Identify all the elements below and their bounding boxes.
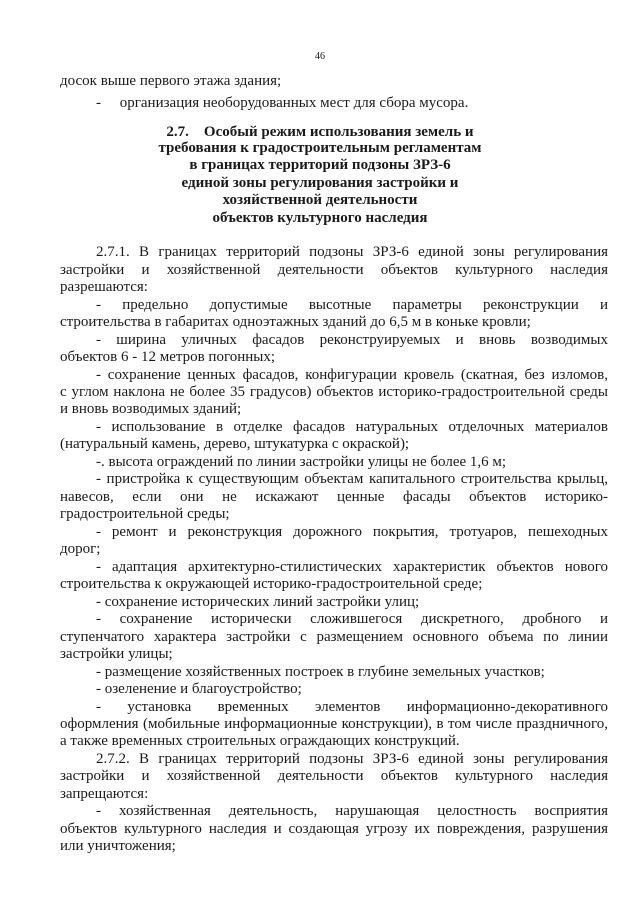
list-item: оформления (мобильные информационные конструкции), в том числе праздничного, <box>60 716 608 732</box>
section-heading: в границах территорий подзоны ЗРЗ-6 <box>189 157 451 173</box>
list-item: - размещение хозяйственных построек в глубине земельных участков; <box>96 664 545 680</box>
list-item: - организация необорудованных мест для сбора мусора. <box>96 95 469 111</box>
list-item: - ширина уличных фасадов реконструируемых и вновь возводимых <box>96 332 608 348</box>
list-item: а также временных строительных ограждающих конструкций. <box>60 733 460 749</box>
list-item: и вновь возводимых зданий; <box>60 401 242 417</box>
section-heading: требования к градостроительным регламентам <box>158 140 482 156</box>
list-item: навесов, если они не искажают ценные фасады объектов историко- <box>60 489 608 505</box>
page-number: 46 <box>315 51 325 62</box>
list-item: -. высота ограждений по линии застройки улицы не более 1,6 м; <box>96 454 507 470</box>
list-item: дорог; <box>60 541 101 557</box>
list-item: с углом наклона не более 35 градусов) объектов историко-градостроительной среды <box>60 384 608 400</box>
paragraph-line: запрещаются: <box>60 786 149 802</box>
list-item: строительства к окружающей историко-градостроительной среде; <box>60 576 483 592</box>
paragraph-line: разрешаются: <box>60 279 148 295</box>
section-heading: единой зоны регулирования застройки и <box>181 175 459 191</box>
list-item: - ремонт и реконструкция дорожного покрытия, тротуаров, пешеходных <box>96 524 608 540</box>
list-item: - адаптация архитектурно-стилистических характеристик объектов нового <box>96 559 608 575</box>
list-item: градостроительной среды; <box>60 506 230 522</box>
list-item: строительства в габаритах одноэтажных зданий до 6,5 м в коньке кровли; <box>60 314 531 330</box>
paragraph-line: 2.7.2. В границах территорий подзоны ЗРЗ-6 единой зоны регулирования <box>96 751 608 767</box>
list-item: - пристройка к существующим объектам капитального строительства крыльц, <box>96 471 608 487</box>
list-item: - использование в отделке фасадов натуральных отделочных материалов <box>96 419 608 435</box>
section-heading: хозяйственной деятельности <box>222 192 418 208</box>
list-item: объектов культурного наследия и создающая угрозу их повреждения, разрушения <box>60 821 608 837</box>
list-item: объектов 6 - 12 метров погонных; <box>60 349 276 365</box>
list-item: застройки улицы; <box>60 646 173 662</box>
list-item: - установка временных элементов информационно-декоративного <box>96 699 608 715</box>
paragraph-line: 2.7.1. В границах территорий подзоны ЗРЗ-6 единой зоны регулирования <box>96 244 608 260</box>
section-heading: объектов культурного наследия <box>212 210 428 226</box>
list-item: - сохранение ценных фасадов, конфигурации кровель (скатная, без изломов, <box>96 367 608 383</box>
list-item: (натуральный камень, дерево, штукатурка с окраской); <box>60 436 410 452</box>
list-item: - хозяйственная деятельность, нарушающая целостность восприятия <box>96 803 608 819</box>
list-item: - сохранение исторических линий застройки улиц; <box>96 594 420 610</box>
list-item: - предельно допустимые высотные параметры реконструкции и <box>96 297 608 313</box>
list-item: - озеленение и благоустройство; <box>96 681 302 697</box>
section-heading: 2.7. Особый режим использования земель и <box>166 124 474 140</box>
list-item: ступенчатого характера застройки с размещением основного объема по линии <box>60 629 608 645</box>
list-item: или уничтожения; <box>60 838 176 854</box>
list-item: - сохранение исторически сложившегося дискретного, дробного и <box>96 611 608 627</box>
text-line: досок выше первого этажа здания; <box>60 73 282 89</box>
paragraph-line: застройки и хозяйственной деятельности объектов культурного наследия <box>60 768 608 784</box>
paragraph-line: застройки и хозяйственной деятельности объектов культурного наследия <box>60 262 608 278</box>
